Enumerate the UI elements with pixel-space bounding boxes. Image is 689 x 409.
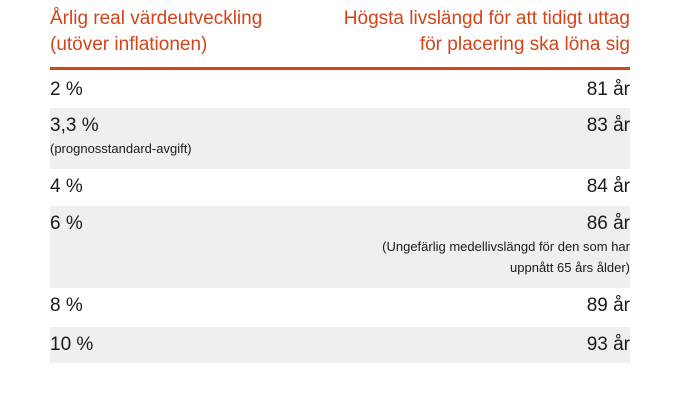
header-growth <box>50 6 262 58</box>
age-note-line2: uppnått 65 års ålder) <box>510 260 630 275</box>
age-note-line1: (Ungefärlig medellivslängd för den som har <box>382 239 630 254</box>
table-row <box>50 72 630 108</box>
header-max-age-line2: för placering ska löna sig <box>419 34 630 55</box>
age-value: 93 år <box>586 334 630 355</box>
age-value: 86 år <box>586 213 630 234</box>
header-max-age <box>344 6 630 58</box>
age-cell <box>382 212 630 278</box>
header-growth-line2: (utöver inflationen) <box>50 34 208 55</box>
growth-value: 2 % <box>50 79 83 100</box>
growth-cell <box>50 175 83 199</box>
growth-value: 10 % <box>50 334 94 355</box>
age-value: 89 år <box>586 295 630 316</box>
age-cell <box>587 114 630 138</box>
age-cell <box>587 175 630 199</box>
growth-value: 8 % <box>50 295 83 316</box>
table-row <box>50 327 630 363</box>
growth-cell <box>50 212 83 236</box>
age-cell <box>587 78 630 102</box>
table-row <box>50 169 630 206</box>
lifespan-table <box>50 0 630 363</box>
age-value: 81 år <box>586 79 630 100</box>
growth-cell <box>50 333 93 357</box>
table-row <box>50 108 630 169</box>
growth-value: 4 % <box>50 176 83 197</box>
growth-note: (prognosstandard-avgift) <box>50 141 192 156</box>
growth-cell <box>50 78 83 102</box>
header-max-age-line1: Högsta livslängd för att tidigt uttag <box>343 8 630 29</box>
growth-cell <box>50 114 192 159</box>
table-header <box>50 0 630 70</box>
growth-cell <box>50 294 83 318</box>
age-cell <box>587 294 630 318</box>
header-growth-line1: Årlig real värdeutveckling <box>50 8 263 29</box>
age-cell <box>587 333 630 357</box>
growth-value: 3,3 % <box>50 115 99 136</box>
table-row <box>50 288 630 327</box>
age-value: 83 år <box>586 115 630 136</box>
growth-value: 6 % <box>50 213 83 234</box>
table-row <box>50 206 630 288</box>
age-value: 84 år <box>586 176 630 197</box>
